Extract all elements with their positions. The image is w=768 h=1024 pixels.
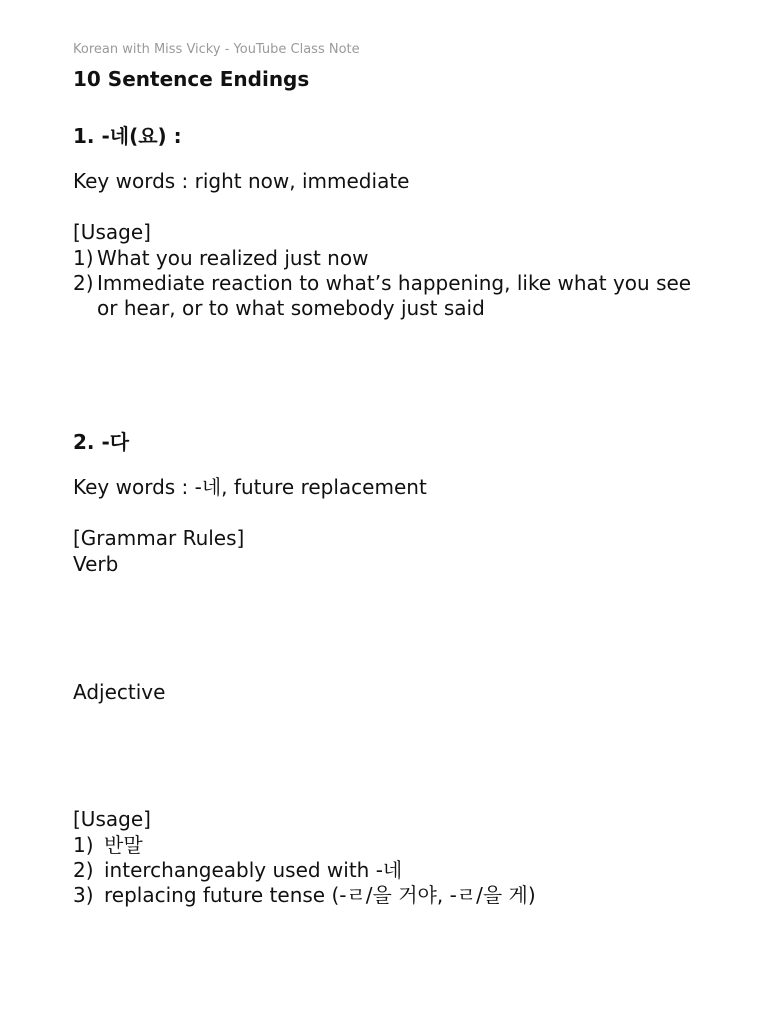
list-item-number: 1) [73,833,94,857]
section-2-grammar-label: [Grammar Rules] [73,526,245,550]
section-1-usage-label: [Usage] [73,220,151,244]
list-item [73,858,693,883]
list-item [73,246,693,271]
list-item-number: 2) [73,271,94,295]
section-2-verb-label: Verb [73,552,119,576]
section-1-keywords: Key words : right now, immediate [73,169,410,193]
list-item-number: 2) [73,858,94,882]
list-item [73,271,693,321]
section-1-usage-list [73,246,693,321]
list-item-text: 반말 [104,833,143,857]
section-2-heading: 2. -다 [73,430,130,454]
list-item [73,883,693,908]
section-2-usage-label: [Usage] [73,807,151,831]
section-2-adjective-label: Adjective [73,680,166,704]
header-note: Korean with Miss Vicky - YouTube Class Note [73,42,360,57]
section-2-keywords: Key words : -네, future replacement [73,475,427,499]
list-item-number: 3) [73,883,94,907]
section-1-heading: 1. -네(요) : [73,124,182,148]
list-item-text: replacing future tense (-ㄹ/을 거야, -ㄹ/을 게) [104,883,536,907]
list-item [73,833,693,858]
list-item-text: What you realized just now [97,246,369,270]
section-2-usage-list [73,833,693,908]
list-item-text: interchangeably used with -네 [104,858,403,882]
list-item-text: Immediate reaction to what’s happening, like what you see or hear, or to what somebody just said [97,271,692,320]
list-item-number: 1) [73,246,94,270]
document-title: 10 Sentence Endings [73,67,310,91]
